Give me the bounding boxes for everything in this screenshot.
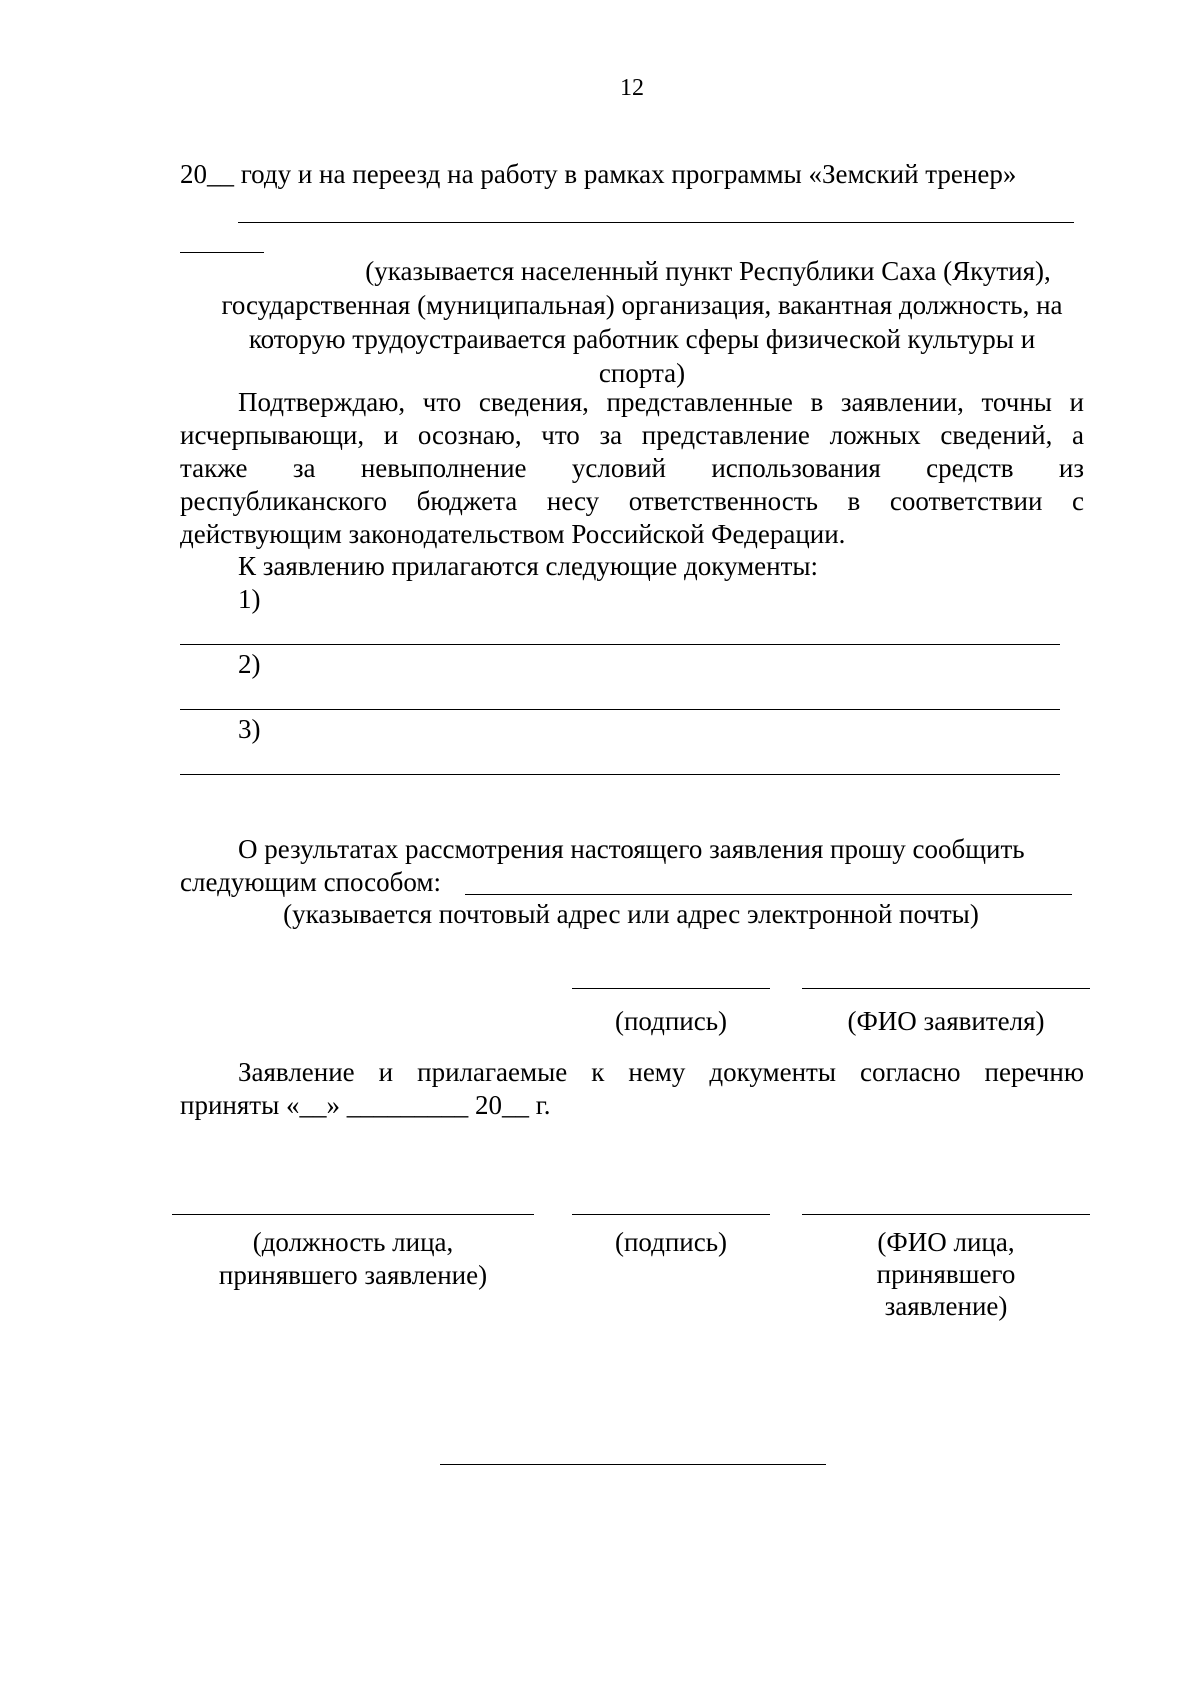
official-signature-line: [572, 1214, 770, 1215]
official-name-label-line: заявление): [884, 1291, 1008, 1321]
attachments-heading: К заявлению прилагаются следующие документы:: [238, 551, 819, 581]
official-name-label: [802, 1226, 1090, 1322]
applicant-name-label: (ФИО заявителя): [847, 1006, 1045, 1036]
attachment-line: [180, 709, 1060, 710]
applicant-name-line: [802, 988, 1090, 989]
confirmation-line: республиканского бюджета несу ответственность в соответствии с: [180, 486, 1084, 516]
official-signature-label: (подпись): [614, 1227, 728, 1257]
attachment-number: 3): [238, 714, 261, 744]
acceptance-date-line: приняты «__» _________ 20__ г.: [180, 1090, 551, 1120]
acceptance-line: Заявление и прилагаемые к нему документы согласно перечню: [238, 1057, 1084, 1087]
official-position-label-line: (должность лица,: [252, 1227, 454, 1257]
intro-fill-line: [238, 222, 1074, 223]
page-number: 12: [620, 75, 644, 101]
intro-line: 20__ году и на переезд на работу в рамках программы «Земский тренер»: [180, 159, 1017, 189]
official-name-line: [802, 1214, 1090, 1215]
location-note: [180, 255, 1104, 391]
attachment-number: 2): [238, 649, 261, 679]
attachment-line: [180, 774, 1060, 775]
location-note-line: государственная (муниципальная) организация, вакантная должность, на: [221, 290, 1063, 320]
official-position-line: [172, 1214, 534, 1215]
result-method-fill-line: [465, 894, 1072, 895]
result-notice-line: О результатах рассмотрения настоящего заявления прошу сообщить: [238, 834, 1025, 864]
confirmation-paragraph: [180, 386, 1084, 551]
confirmation-line: Подтверждаю, что сведения, представленные в заявлении, точны и: [238, 387, 1084, 417]
closing-separator-line: [440, 1464, 826, 1465]
official-position-label: [172, 1226, 534, 1292]
confirmation-line: исчерпывающи, и осознаю, что за представление ложных сведений, а: [180, 420, 1084, 450]
official-position-label-line: принявшего заявление): [218, 1260, 488, 1290]
confirmation-line: действующим законодательством Российской Федерации.: [180, 519, 846, 549]
attachment-number: 1): [238, 584, 261, 614]
location-note-line: спорта): [598, 358, 686, 388]
confirmation-line: также за невыполнение условий использования средств из: [180, 453, 1084, 483]
location-note-line: (указывается населенный пункт Республики Саха (Якутия),: [365, 256, 1051, 286]
official-name-label-line: принявшего: [876, 1259, 1016, 1289]
result-notice-method: следующим способом:: [180, 867, 441, 897]
acceptance-paragraph: [180, 1056, 1084, 1122]
official-name-label-line: (ФИО лица,: [877, 1227, 1015, 1257]
applicant-signature-line: [572, 988, 770, 989]
result-notice-note: (указывается почтовый адрес или адрес электронной почты): [283, 899, 979, 929]
intro-fill-line-short: [180, 252, 264, 253]
applicant-signature-label: (подпись): [614, 1006, 728, 1036]
attachment-line: [180, 644, 1060, 645]
location-note-line: которую трудоустраивается работник сферы физической культуры и: [248, 324, 1036, 354]
